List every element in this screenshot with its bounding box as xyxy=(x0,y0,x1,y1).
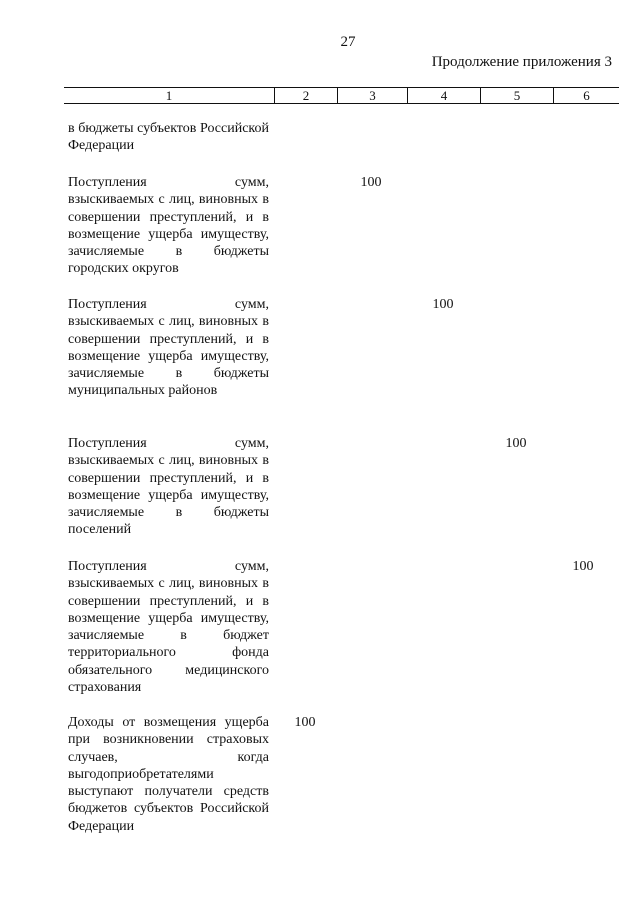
column-header-3: 3 xyxy=(337,88,407,103)
row-description: Поступления сумм, взыскиваемых с лиц, виновных в совершении преступлений, и в возмещение ущерба имуществу, зачисляемые в бюджеты муниципальных районов xyxy=(68,297,269,399)
column-header-6: 6 xyxy=(553,88,619,103)
column-header-1: 1 xyxy=(165,88,173,103)
row-value: 100 xyxy=(432,297,454,312)
row-description: Поступления сумм, взыскиваемых с лиц, виновных в совершении преступлений, и в возмещение ущерба имуществу, зачисляемые в бюджет территориального фонда обязательного медицинского страхования xyxy=(68,559,269,696)
page-number: 27 xyxy=(340,34,356,50)
row-description: в бюджеты субъектов Российской Федерации xyxy=(68,121,269,154)
row-description: Поступления сумм, взыскиваемых с лиц, виновных в совершении преступлений, и в возмещение ущерба имуществу, зачисляемые в бюджеты поселений xyxy=(68,436,269,538)
column-header-4: 4 xyxy=(407,88,480,103)
row-description: Доходы от возмещения ущерба при возникновении страховых случаев, когда выгодоприобретателями выступают получатели средств бюджетов субъектов Российской Федерации xyxy=(68,715,269,834)
row-value: 100 xyxy=(294,715,316,730)
row-description: Поступления сумм, взыскиваемых с лиц, виновных в совершении преступлений, и в возмещение ущерба имуществу, зачисляемые в бюджеты городских округов xyxy=(68,175,269,277)
continuation-label: Продолжение приложения 3 xyxy=(431,54,612,70)
row-value: 100 xyxy=(360,175,382,190)
table-header xyxy=(64,87,619,104)
row-value: 100 xyxy=(572,559,594,574)
column-header-5: 5 xyxy=(480,88,553,103)
column-header-2: 2 xyxy=(274,88,337,103)
row-value: 100 xyxy=(505,436,527,451)
